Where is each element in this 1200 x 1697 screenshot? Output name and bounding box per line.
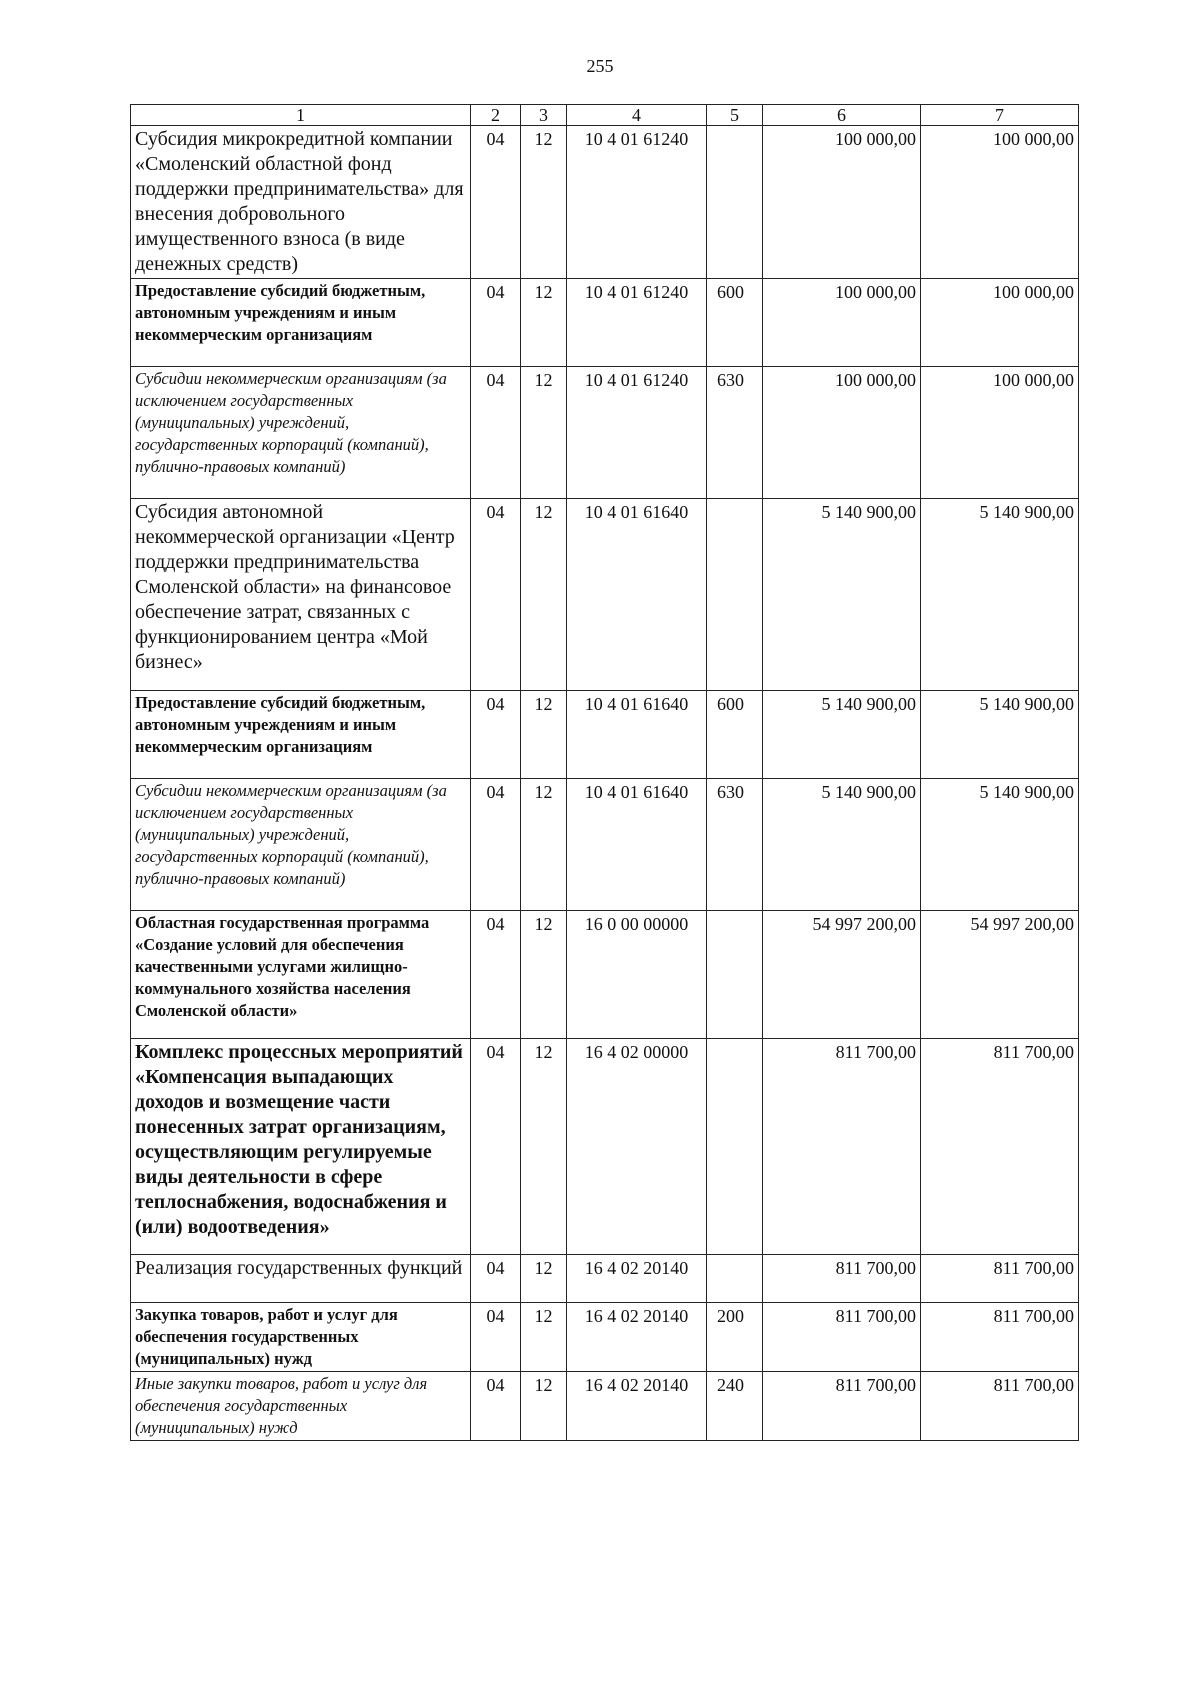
header-cell: 7 — [921, 105, 1079, 126]
table-row — [131, 779, 1079, 911]
amount-year1-cell: 100 000,00 — [763, 279, 921, 367]
subsection-code-cell: 12 — [521, 911, 567, 1039]
amount-year1-cell: 5 140 900,00 — [763, 691, 921, 779]
expense-type-cell: 600 — [707, 691, 763, 779]
table-row — [131, 1255, 1079, 1303]
subsection-code-cell: 12 — [521, 691, 567, 779]
table-row — [131, 1039, 1079, 1255]
subsection-code-cell: 12 — [521, 779, 567, 911]
target-article-cell: 10 4 01 61640 — [567, 499, 707, 691]
amount-year2-cell: 5 140 900,00 — [921, 691, 1079, 779]
expense-type-cell — [707, 1255, 763, 1303]
table-row — [131, 911, 1079, 1039]
amount-year2-cell: 5 140 900,00 — [921, 779, 1079, 911]
amount-year1-cell: 5 140 900,00 — [763, 779, 921, 911]
row-name-cell: Областная государственная программа «Создание условий для обеспечения качественными услугами жилищно-коммунального хозяйства населения Смоленской области» — [131, 911, 471, 1039]
section-code-cell: 04 — [471, 279, 521, 367]
section-code-cell: 04 — [471, 1255, 521, 1303]
expense-type-cell — [707, 499, 763, 691]
row-name-cell: Субсидии некоммерческим организациям (за исключением государственных (муниципальных) учреждений, государственных корпораций (компаний), публично-правовых компаний) — [131, 367, 471, 499]
table-row — [131, 367, 1079, 499]
amount-year2-cell: 811 700,00 — [921, 1303, 1079, 1372]
amount-year2-cell: 5 140 900,00 — [921, 499, 1079, 691]
expense-type-cell — [707, 911, 763, 1039]
header-cell: 5 — [707, 105, 763, 126]
subsection-code-cell: 12 — [521, 1303, 567, 1372]
header-cell: 1 — [131, 105, 471, 126]
target-article-cell: 10 4 01 61640 — [567, 779, 707, 911]
amount-year2-cell: 54 997 200,00 — [921, 911, 1079, 1039]
expense-type-cell: 630 — [707, 779, 763, 911]
amount-year1-cell: 5 140 900,00 — [763, 499, 921, 691]
section-code-cell: 04 — [471, 367, 521, 499]
amount-year2-cell: 100 000,00 — [921, 279, 1079, 367]
header-cell: 2 — [471, 105, 521, 126]
amount-year1-cell: 811 700,00 — [763, 1039, 921, 1255]
amount-year2-cell: 100 000,00 — [921, 126, 1079, 279]
row-name-cell: Предоставление субсидий бюджетным, автономным учреждениям и иным некоммерческим организациям — [131, 279, 471, 367]
expense-type-cell — [707, 1039, 763, 1255]
row-name-cell: Субсидия микрокредитной компании «Смоленский областной фонд поддержки предпринимательства» для внесения добровольного имущественного взноса (в виде денежных средств) — [131, 126, 471, 279]
table-body — [131, 105, 1079, 1441]
row-name-cell: Комплекс процессных мероприятий «Компенсация выпадающих доходов и возмещение части понесенных затрат организациям, осуществляющим регулируемые виды деятельности в сфере теплоснабжения, водоснабжения и (или) водоотведения» — [131, 1039, 471, 1255]
section-code-cell: 04 — [471, 911, 521, 1039]
target-article-cell: 10 4 01 61640 — [567, 691, 707, 779]
subsection-code-cell: 12 — [521, 1255, 567, 1303]
header-cell: 4 — [567, 105, 707, 126]
section-code-cell: 04 — [471, 1372, 521, 1441]
subsection-code-cell: 12 — [521, 126, 567, 279]
amount-year2-cell: 100 000,00 — [921, 367, 1079, 499]
target-article-cell: 16 0 00 00000 — [567, 911, 707, 1039]
target-article-cell: 10 4 01 61240 — [567, 279, 707, 367]
target-article-cell: 16 4 02 00000 — [567, 1039, 707, 1255]
row-name-cell: Субсидия автономной некоммерческой организации «Центр поддержки предпринимательства Смоленской области» на финансовое обеспечение затрат, связанных с функционированием центра «Мой бизнес» — [131, 499, 471, 691]
subsection-code-cell: 12 — [521, 1372, 567, 1441]
header-cell: 3 — [521, 105, 567, 126]
target-article-cell: 10 4 01 61240 — [567, 367, 707, 499]
amount-year1-cell: 100 000,00 — [763, 367, 921, 499]
subsection-code-cell: 12 — [521, 367, 567, 499]
target-article-cell: 16 4 02 20140 — [567, 1372, 707, 1441]
budget-table — [130, 104, 1079, 1441]
target-article-cell: 16 4 02 20140 — [567, 1255, 707, 1303]
row-name-cell: Закупка товаров, работ и услуг для обеспечения государственных (муниципальных) нужд — [131, 1303, 471, 1372]
header-cell: 6 — [763, 105, 921, 126]
section-code-cell: 04 — [471, 126, 521, 279]
section-code-cell: 04 — [471, 779, 521, 911]
table-row — [131, 691, 1079, 779]
subsection-code-cell: 12 — [521, 279, 567, 367]
section-code-cell: 04 — [471, 1039, 521, 1255]
amount-year2-cell: 811 700,00 — [921, 1255, 1079, 1303]
expense-type-cell: 630 — [707, 367, 763, 499]
table-row — [131, 1303, 1079, 1372]
subsection-code-cell: 12 — [521, 1039, 567, 1255]
table-row — [131, 279, 1079, 367]
amount-year2-cell: 811 700,00 — [921, 1372, 1079, 1441]
target-article-cell: 10 4 01 61240 — [567, 126, 707, 279]
expense-type-cell: 240 — [707, 1372, 763, 1441]
page-number: 255 — [586, 56, 614, 76]
expense-type-cell: 600 — [707, 279, 763, 367]
amount-year1-cell: 100 000,00 — [763, 126, 921, 279]
table-header-row — [131, 105, 1079, 126]
row-name-cell: Реализация государственных функций — [131, 1255, 471, 1303]
target-article-cell: 16 4 02 20140 — [567, 1303, 707, 1372]
expense-type-cell: 200 — [707, 1303, 763, 1372]
row-name-cell: Предоставление субсидий бюджетным, автономным учреждениям и иным некоммерческим организациям — [131, 691, 471, 779]
table-row — [131, 1372, 1079, 1441]
amount-year1-cell: 811 700,00 — [763, 1255, 921, 1303]
amount-year1-cell: 54 997 200,00 — [763, 911, 921, 1039]
row-name-cell: Иные закупки товаров, работ и услуг для обеспечения государственных (муниципальных) нужд — [131, 1372, 471, 1441]
amount-year1-cell: 811 700,00 — [763, 1303, 921, 1372]
subsection-code-cell: 12 — [521, 499, 567, 691]
section-code-cell: 04 — [471, 1303, 521, 1372]
section-code-cell: 04 — [471, 691, 521, 779]
table-row — [131, 126, 1079, 279]
amount-year1-cell: 811 700,00 — [763, 1372, 921, 1441]
expense-type-cell — [707, 126, 763, 279]
amount-year2-cell: 811 700,00 — [921, 1039, 1079, 1255]
table-row — [131, 499, 1079, 691]
section-code-cell: 04 — [471, 499, 521, 691]
row-name-cell: Субсидии некоммерческим организациям (за исключением государственных (муниципальных) учреждений, государственных корпораций (компаний), публично-правовых компаний) — [131, 779, 471, 911]
